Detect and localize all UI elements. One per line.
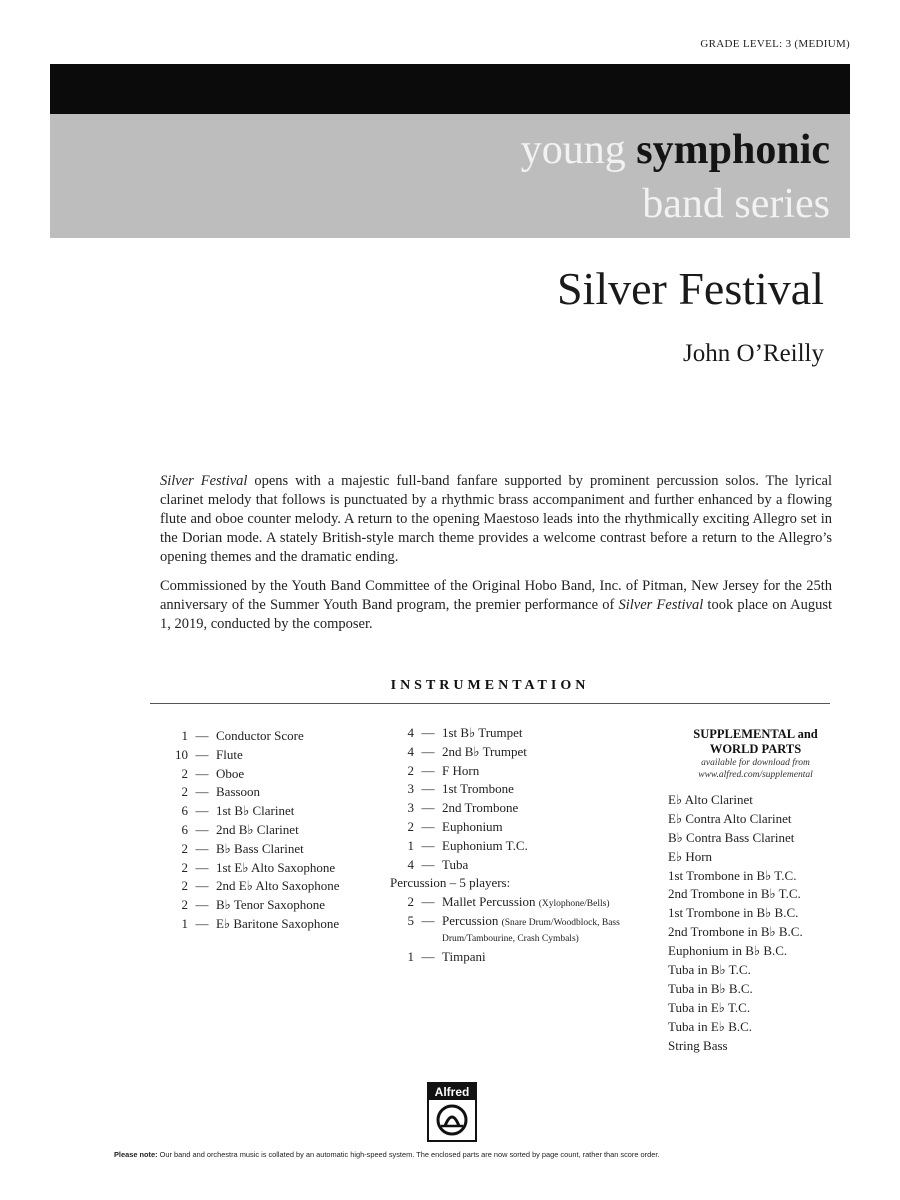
- dash: —: [195, 840, 209, 856]
- part-count: 5: [407, 912, 414, 928]
- instrument-name: [216, 821, 376, 840]
- part-count: 1: [181, 728, 188, 743]
- percussion-heading: Percussion – 5 players:: [390, 875, 511, 891]
- program-notes-paragraph-1: [160, 472, 832, 567]
- grade-level: GRADE LEVEL: 3 (MEDIUM): [700, 38, 850, 50]
- instrument-name-text: 1st Trombone: [442, 781, 514, 797]
- instrument-row: [166, 802, 376, 821]
- supplemental-item: 1st Trombone in B♭ B.C.: [668, 905, 799, 921]
- part-count: 3: [407, 781, 414, 797]
- footnote-text: Our band and orchestra music is collated by an automatic high-speed system. The enclosed parts are now sorted by page count, rather than score order.: [157, 1150, 660, 1159]
- instrument-row: [392, 743, 642, 762]
- instrument-name: [442, 780, 642, 799]
- instrument-name-text: Timpani: [442, 948, 486, 964]
- instrument-name: [216, 877, 376, 896]
- series-word-young: young: [520, 127, 626, 173]
- instrument-name-text: Tuba: [442, 856, 469, 872]
- instrument-list-woodwinds: [166, 727, 376, 934]
- instrument-row: [392, 780, 642, 799]
- instrument-name-text: Flute: [216, 746, 243, 762]
- series-banner: [50, 114, 850, 238]
- instrument-name-text: Bassoon: [216, 784, 261, 800]
- dash: —: [195, 878, 209, 894]
- alfred-logo-text: Alfred: [429, 1084, 475, 1100]
- dash: —: [421, 837, 435, 853]
- instrument-row: [392, 762, 642, 781]
- part-count: 3: [407, 800, 414, 816]
- instrument-name-text: 1st B♭ Clarinet: [216, 803, 295, 819]
- instrument-name: [216, 915, 376, 934]
- instrument-name: [442, 818, 642, 837]
- instrument-name: [216, 765, 376, 784]
- instrument-row: [166, 783, 376, 802]
- header-black-bar: [50, 64, 850, 114]
- instrument-name-text: Percussion: [442, 912, 499, 928]
- instrument-name-text: Euphonium T.C.: [442, 837, 528, 853]
- supplemental-title-line-2: WORLD PARTS: [709, 742, 802, 756]
- instrument-row: [392, 948, 642, 967]
- supplemental-item: 2nd Trombone in B♭ B.C.: [668, 924, 803, 940]
- instrument-name-text: Oboe: [216, 765, 245, 781]
- part-count: 4: [407, 725, 414, 740]
- piece-title: Silver Festival: [556, 263, 824, 314]
- part-count: 2: [181, 878, 188, 894]
- instrument-name: [216, 840, 376, 859]
- supplemental-item: Tuba in B♭ B.C.: [668, 980, 753, 996]
- instrument-row: [392, 724, 642, 743]
- instrument-name: [216, 727, 376, 746]
- composer-name: John O’Reilly: [683, 340, 824, 367]
- part-count: 4: [407, 856, 414, 872]
- part-count: 4: [407, 743, 414, 759]
- dash: —: [195, 859, 209, 875]
- instrument-row: [166, 859, 376, 878]
- supplemental-title-line-1: SUPPLEMENTAL and: [693, 727, 818, 741]
- instrument-row: [166, 877, 376, 896]
- supplemental-item: 1st Trombone in B♭ T.C.: [668, 867, 797, 883]
- instrument-name-text: Mallet Percussion: [442, 894, 536, 910]
- instrument-name-text: B♭ Bass Clarinet: [216, 840, 304, 856]
- instrument-row: [392, 912, 642, 948]
- instrument-row: [392, 893, 642, 912]
- title-italic: Silver Festival: [160, 473, 248, 489]
- supplemental-item: E♭ Alto Clarinet: [668, 792, 753, 807]
- instrument-list-brass-percussion: [392, 724, 642, 967]
- series-line-2: band series: [642, 181, 830, 227]
- dash: —: [195, 746, 209, 762]
- instrument-name: [442, 724, 642, 743]
- part-count: 2: [181, 765, 188, 781]
- part-count: 2: [181, 859, 188, 875]
- instrument-name: [216, 783, 376, 802]
- program-notes-paragraph-2: [160, 577, 832, 634]
- dash: —: [195, 821, 209, 837]
- supplemental-item: Tuba in B♭ T.C.: [668, 962, 751, 978]
- supplemental-subtitle-line-1: available for download from: [701, 758, 810, 768]
- dash: —: [421, 818, 435, 834]
- dash: —: [421, 762, 435, 778]
- instrument-name-text: Conductor Score: [216, 728, 304, 743]
- instrument-name-text: 2nd B♭ Trumpet: [442, 743, 527, 759]
- part-count: 1: [181, 915, 188, 931]
- instrumentation-heading: INSTRUMENTATION: [390, 678, 590, 693]
- part-count: 10: [175, 746, 188, 762]
- instrument-name: [442, 743, 642, 762]
- part-count: 2: [181, 784, 188, 800]
- instrument-name: [442, 762, 642, 781]
- alfred-logo: [427, 1082, 477, 1142]
- instrument-name-text: Euphonium: [442, 818, 503, 834]
- footnote-label: Please note:: [114, 1150, 158, 1159]
- instrument-row: [166, 915, 376, 934]
- supplemental-url: www.alfred.com/supplemental: [698, 770, 813, 780]
- instrument-name: [442, 893, 642, 912]
- supplemental-item: E♭ Horn: [668, 848, 713, 864]
- instrument-name-text: E♭ Baritone Saxophone: [216, 915, 340, 931]
- part-count: 2: [181, 897, 188, 913]
- instrument-row: [166, 746, 376, 765]
- dash: —: [421, 800, 435, 816]
- part-count: 6: [181, 803, 188, 819]
- instrument-row: [166, 727, 376, 746]
- dash: —: [421, 781, 435, 797]
- instrument-note: (Xylophone/Bells): [538, 899, 610, 910]
- title-italic: Silver Festival: [618, 597, 704, 613]
- dash: —: [421, 912, 435, 928]
- alfred-music-icon: [435, 1104, 469, 1136]
- paragraph-text: took place on August 1, 2019, conducted by the composer.: [160, 597, 832, 632]
- instrument-row: [392, 837, 642, 856]
- supplemental-item: Tuba in E♭ B.C.: [668, 1018, 753, 1034]
- part-count: 2: [407, 894, 414, 910]
- instrument-row: [166, 765, 376, 784]
- part-count: 2: [181, 840, 188, 856]
- instrument-note: (Snare Drum/Woodblock, Bass Drum/Tambourine, Crash Cymbals): [442, 917, 620, 944]
- instrument-row: [392, 799, 642, 818]
- instrument-name-text: 2nd Trombone: [442, 800, 519, 816]
- dash: —: [421, 894, 435, 910]
- supplemental-item: Euphonium in B♭ B.C.: [668, 943, 788, 959]
- supplemental-item: Tuba in E♭ T.C.: [668, 999, 751, 1015]
- instrument-name: [442, 837, 642, 856]
- series-word-symphonic: symphonic: [636, 127, 830, 173]
- instrument-name: [216, 896, 376, 915]
- instrument-name-text: 1st B♭ Trumpet: [442, 725, 523, 740]
- dash: —: [421, 725, 435, 740]
- instrument-name: [442, 948, 642, 967]
- dash: —: [195, 765, 209, 781]
- instrument-name-text: B♭ Tenor Saxophone: [216, 897, 325, 913]
- supplemental-item: String Bass: [668, 1037, 728, 1053]
- instrument-name: [216, 802, 376, 821]
- series-line-1: [521, 124, 830, 176]
- supplemental-item: E♭ Contra Alto Clarinet: [668, 810, 792, 826]
- instrument-row: [166, 896, 376, 915]
- part-count: 2: [407, 762, 414, 778]
- instrument-row: [392, 818, 642, 837]
- dash: —: [195, 784, 209, 800]
- supplemental-item: 2nd Trombone in B♭ T.C.: [668, 886, 801, 902]
- paragraph-text: opens with a majestic full-band fanfare supported by prominent percussion solos. The lyrical clarinet melody that follows is punctuated by a rhythmic brass accompaniment and further enhanced by a flowing flute and oboe counter melody. A return to the opening Maestoso leads into the rhythmically exciting Allegro set in the Dorian mode. A stately British-style march theme provides a welcome contrast before a return to the Allegro’s opening themes and the dramatic ending.: [160, 473, 833, 565]
- collation-footnote: [114, 1150, 814, 1159]
- instrument-name: [442, 914, 642, 946]
- instrument-name: [442, 856, 642, 875]
- instrument-name-text: 2nd B♭ Clarinet: [216, 821, 299, 837]
- instrument-name-text: 1st E♭ Alto Saxophone: [216, 859, 336, 875]
- part-count: 1: [407, 837, 414, 853]
- dash: —: [195, 897, 209, 913]
- instrument-name: [442, 799, 642, 818]
- instrument-name: [216, 746, 376, 765]
- part-count: 2: [407, 818, 414, 834]
- instrument-name: [216, 859, 376, 878]
- supplemental-parts: [668, 727, 843, 1055]
- dash: —: [421, 948, 435, 964]
- instrument-row: [166, 821, 376, 840]
- dash: —: [195, 728, 209, 743]
- dash: —: [195, 915, 209, 931]
- dash: —: [421, 856, 435, 872]
- paragraph-text: Commissioned by the Youth Band Committee of the Original Hobo Band, Inc. of Pitman, New Jersey for the 25th anniversary of the Summer Youth Band program, the premier performance of: [160, 578, 832, 613]
- dash: —: [195, 803, 209, 819]
- supplemental-item: B♭ Contra Bass Clarinet: [668, 829, 795, 845]
- dash: —: [421, 743, 435, 759]
- instrument-name-text: F Horn: [442, 762, 480, 778]
- program-notes: [160, 472, 832, 644]
- instrumentation-divider: [150, 703, 830, 704]
- instrument-row: [392, 856, 642, 875]
- part-count: 6: [181, 821, 188, 837]
- instrument-row: [166, 840, 376, 859]
- instrument-name-text: 2nd E♭ Alto Saxophone: [216, 878, 340, 894]
- supplemental-subtitle: [668, 757, 843, 781]
- supplemental-title: [668, 727, 843, 757]
- part-count: 1: [407, 948, 414, 964]
